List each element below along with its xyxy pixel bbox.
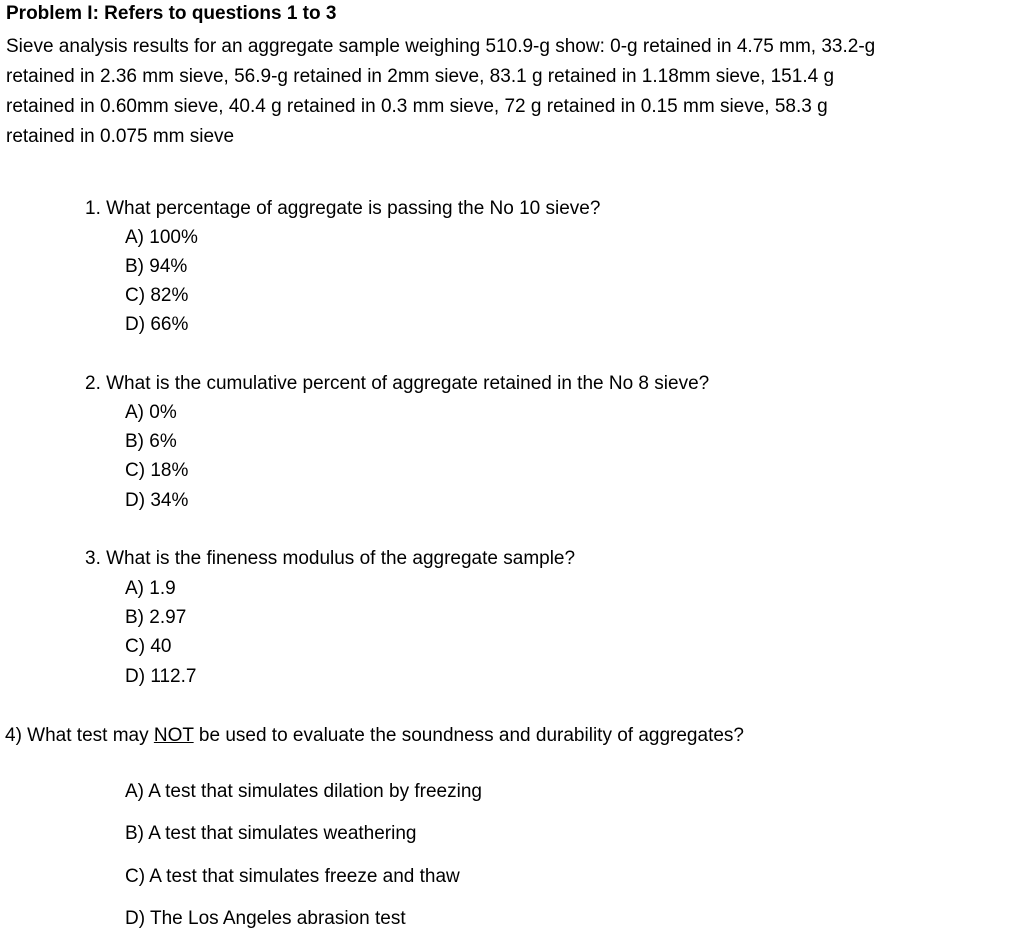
option-1b: B) 94% xyxy=(125,256,188,277)
statement-line: Sieve analysis results for an aggregate sample weighing 510.9-g show: 0-g retained in 4.75 mm, 33.2-g xyxy=(6,36,876,57)
option-3d: D) 112.7 xyxy=(125,666,197,687)
option-1a: A) 100% xyxy=(125,227,198,248)
statement-line: retained in 0.075 mm sieve xyxy=(6,126,235,147)
option-4a: A) A test that simulates dilation by freezing xyxy=(125,781,482,802)
q4-prefix: 4) What test may xyxy=(5,725,154,746)
statement-line: retained in 2.36 mm sieve, 56.9-g retained in 2mm sieve, 83.1 g retained in 1.18mm sieve, 151.4 g xyxy=(6,66,835,87)
statement-line: retained in 0.60mm sieve, 40.4 g retained in 0.3 mm sieve, 72 g retained in 0.15 mm sieve, 58.3 g xyxy=(6,96,828,117)
option-2a: A) 0% xyxy=(125,402,177,423)
problem-statement xyxy=(6,32,875,152)
option-3b: B) 2.97 xyxy=(125,607,187,628)
option-2c: C) 18% xyxy=(125,460,189,481)
option-4b: B) A test that simulates weathering xyxy=(125,823,417,844)
question-4 xyxy=(5,721,744,751)
question-1: 1. What percentage of aggregate is passing the No 10 sieve? xyxy=(85,198,601,219)
q4-emphasis: NOT xyxy=(153,725,194,746)
question-2: 2. What is the cumulative percent of aggregate retained in the No 8 sieve? xyxy=(85,373,710,394)
option-2b: B) 6% xyxy=(125,431,177,452)
problem-title: Problem I: Refers to questions 1 to 3 xyxy=(6,3,337,24)
option-3a: A) 1.9 xyxy=(125,578,176,599)
option-2d: D) 34% xyxy=(125,490,189,511)
question-3: 3. What is the fineness modulus of the aggregate sample? xyxy=(85,548,576,569)
option-1c: C) 82% xyxy=(125,285,189,306)
option-3c: C) 40 xyxy=(125,636,172,657)
q4-suffix: be used to evaluate the soundness and durability of aggregates? xyxy=(193,725,744,746)
option-4c: C) A test that simulates freeze and thaw xyxy=(125,866,460,887)
option-1d: D) 66% xyxy=(125,314,189,335)
option-4d: D) The Los Angeles abrasion test xyxy=(125,908,406,929)
